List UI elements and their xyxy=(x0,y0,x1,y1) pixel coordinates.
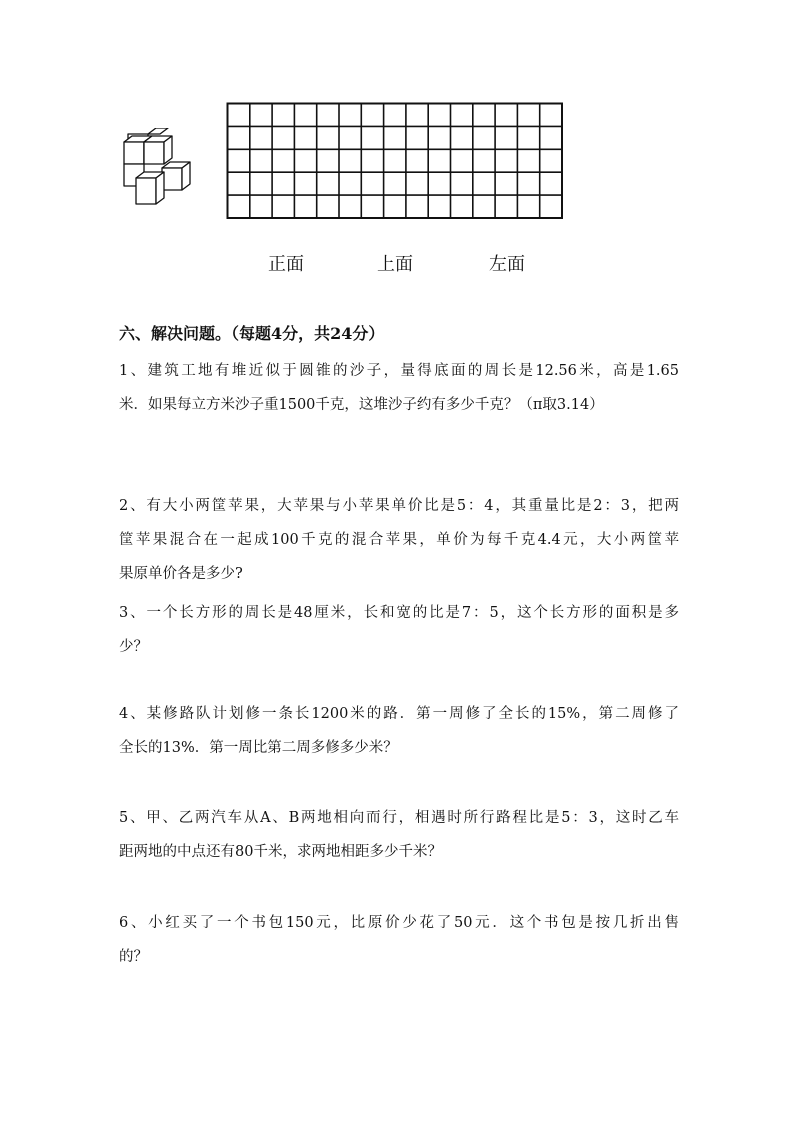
question-line: 6、小红买了一个书包150元，比原价少花了50元．这个书包是按几折出售 xyxy=(119,915,679,931)
question-line: 果原单价各是多少? xyxy=(119,566,243,582)
question-line: 米．如果每立方米沙子重1500千克，这堆沙子约有多少千克？（π取3.14） xyxy=(119,397,604,413)
question-5 xyxy=(119,801,679,869)
question-3 xyxy=(119,596,679,664)
question-line: 少？ xyxy=(119,639,148,655)
grid-border xyxy=(228,104,563,219)
question-line: 全长的13%．第一周比第二周多修多少米？ xyxy=(119,740,398,756)
cube-stack-figure xyxy=(118,128,198,212)
question-6 xyxy=(119,906,679,974)
drawing-grid xyxy=(226,102,566,252)
section-title: 六、解决问题。（每题4分，共24分） xyxy=(119,324,385,343)
view-label-left: 左面 xyxy=(489,254,525,275)
question-line: 2、有大小两筐苹果，大苹果与小苹果单价比是5：4，其重量比是2：3，把两 xyxy=(119,498,679,514)
view-label-front: 正面 xyxy=(268,254,304,275)
question-4 xyxy=(119,697,679,765)
question-1 xyxy=(119,354,679,422)
question-line: 5、甲、乙两汽车从A、B两地相向而行，相遇时所行路程比是5：3，这时乙车 xyxy=(119,810,679,826)
view-label-top: 上面 xyxy=(377,254,413,275)
question-line: 距两地的中点还有80千米，求两地相距多少千米？ xyxy=(119,844,442,860)
question-2 xyxy=(119,489,679,591)
question-line: 筐苹果混合在一起成100千克的混合苹果，单价为每千克4.4元，大小两筐苹 xyxy=(119,532,679,548)
question-line: 的？ xyxy=(119,949,148,965)
question-line: 4、某修路队计划修一条长1200米的路．第一周修了全长的15%，第二周修了 xyxy=(119,706,679,722)
question-line: 3、一个长方形的周长是48厘米，长和宽的比是7：5，这个长方形的面积是多 xyxy=(119,605,679,621)
question-line: 1、建筑工地有堆近似于圆锥的沙子，量得底面的周长是12.56米，高是1.65 xyxy=(119,363,679,379)
